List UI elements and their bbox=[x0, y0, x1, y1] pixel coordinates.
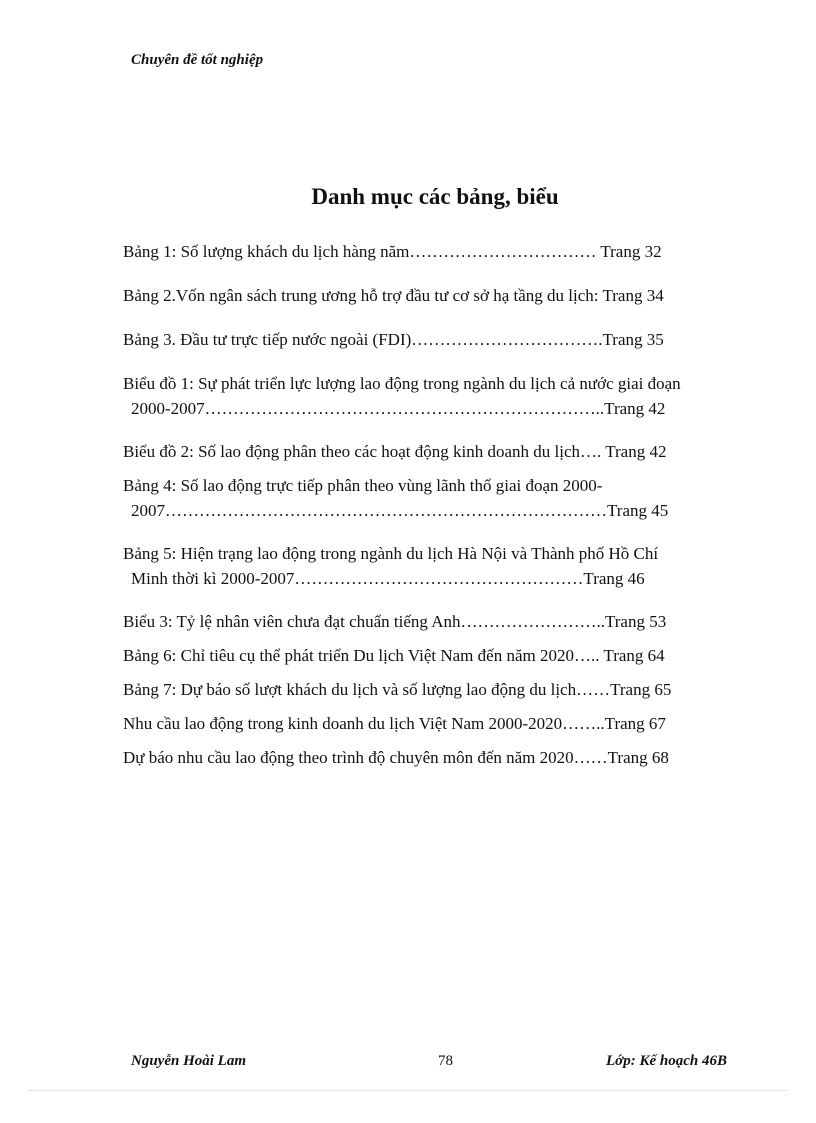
entry-text: Bảng 2.Vốn ngân sách trung ương hỗ trợ đầu tư cơ sở hạ tầng du lịch: Trang 34 bbox=[123, 286, 664, 305]
list-item bbox=[123, 474, 743, 533]
page-number: 78 bbox=[438, 1053, 453, 1069]
entry-text: Biểu 3: Tỷ lệ nhân viên chưa đạt chuẩn tiếng Anh……………………..Trang 53 bbox=[123, 612, 667, 631]
list-item bbox=[123, 284, 743, 318]
list-item bbox=[123, 372, 743, 431]
list-item bbox=[123, 240, 743, 274]
entry-text-continued: Minh thời kì 2000-2007……………………………………………Trang 46 bbox=[131, 569, 645, 588]
list-item bbox=[123, 542, 743, 601]
entry-text: Nhu cầu lao động trong kinh doanh du lịch Việt Nam 2000-2020……..Trang 67 bbox=[123, 714, 666, 733]
entry-text: Bảng 7: Dự báo số lượt khách du lịch và số lượng lao động du lịch……Trang 65 bbox=[123, 680, 672, 699]
list-item bbox=[123, 644, 743, 678]
footer-class: Lớp: Kế hoạch 46B bbox=[606, 1053, 727, 1069]
entry-text: Bảng 4: Số lao động trực tiếp phân theo vùng lãnh thổ giai đoạn 2000- bbox=[123, 476, 603, 495]
list-item bbox=[123, 328, 743, 362]
page-title: Danh mục các bảng, biểu bbox=[311, 184, 559, 209]
page-bottom-divider bbox=[28, 1090, 788, 1091]
entry-text: Bảng 6: Chỉ tiêu cụ thể phát triển Du lịch Việt Nam đến năm 2020….. Trang 64 bbox=[123, 646, 665, 665]
list-item bbox=[123, 746, 743, 780]
footer-author: Nguyễn Hoài Lam bbox=[131, 1053, 246, 1069]
entry-text: Bảng 5: Hiện trạng lao động trong ngành du lịch Hà Nội và Thành phố Hồ Chí bbox=[123, 544, 659, 563]
list-item bbox=[123, 712, 743, 746]
entry-text: Bảng 3. Đầu tư trực tiếp nước ngoài (FDI)…………………………….Trang 35 bbox=[123, 330, 664, 349]
entry-text: Bảng 1: Số lượng khách du lịch hàng năm…………………………… Trang 32 bbox=[123, 242, 662, 261]
entry-text: Biểu đồ 2: Số lao động phân theo các hoạt động kinh doanh du lịch…. Trang 42 bbox=[123, 442, 667, 461]
list-item bbox=[123, 610, 743, 644]
entry-text-continued: 2000-2007……………………………………………………………..Trang 42 bbox=[131, 399, 666, 418]
entry-text: Biểu đồ 1: Sự phát triển lực lượng lao động trong ngành du lịch cả nước giai đoạn bbox=[123, 374, 681, 393]
entry-text: Dự báo nhu cầu lao động theo trình độ chuyên môn đến năm 2020……Trang 68 bbox=[123, 748, 669, 767]
list-item bbox=[123, 678, 743, 712]
running-header: Chuyên đề tốt nghiệp bbox=[131, 52, 264, 68]
entry-text-continued: 2007……………………………………………………………………Trang 45 bbox=[131, 501, 669, 520]
list-item bbox=[123, 440, 743, 474]
